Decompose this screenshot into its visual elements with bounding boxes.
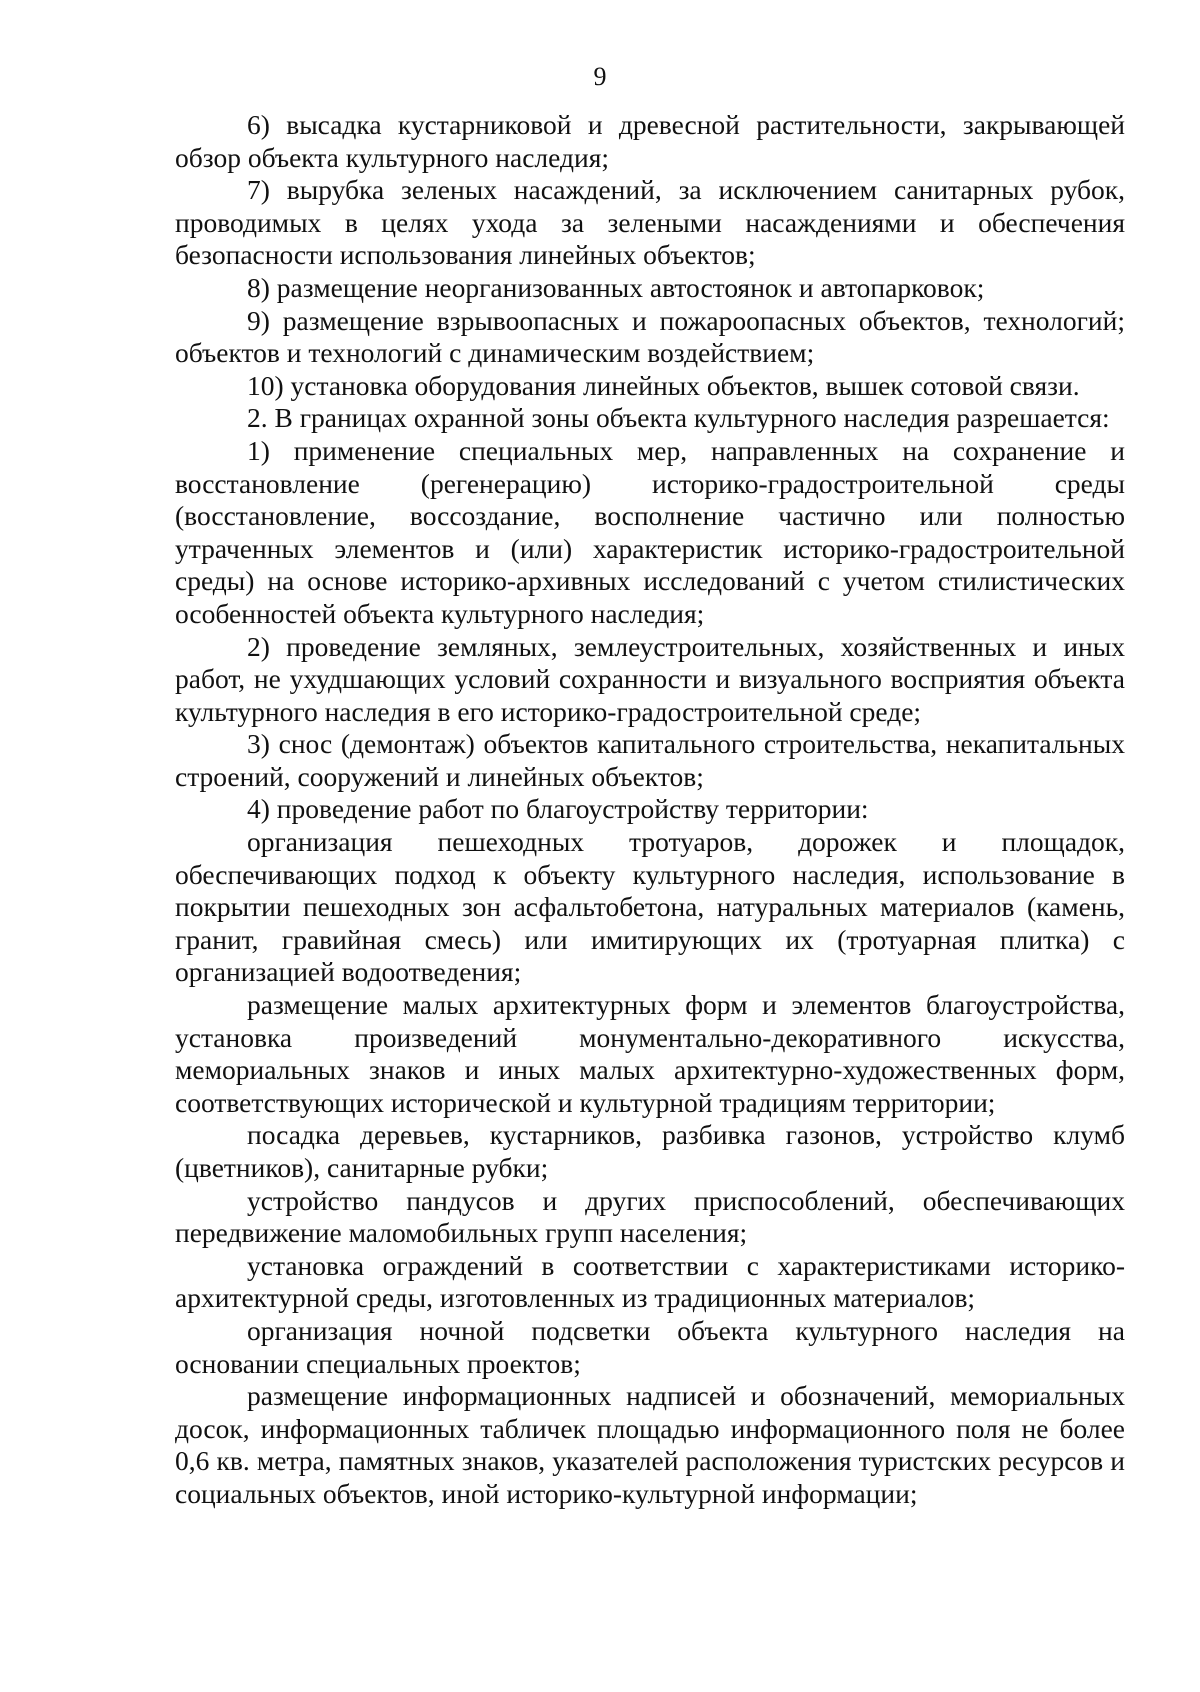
paragraph: 10) установка оборудования линейных объектов, вышек сотовой связи. xyxy=(247,369,1080,401)
paragraph: организация ночной подсветки объекта культурного наследия на основании специальных проектов; xyxy=(175,1314,1125,1379)
paragraph: установка ограждений в соответствии с характеристиками историко-архитектурной среды, изготовленных из традиционных материалов; xyxy=(175,1249,1125,1314)
paragraph: устройство пандусов и других приспособлений, обеспечивающих передвижение маломобильных групп населения; xyxy=(175,1184,1125,1249)
paragraph: 6) высадка кустарниковой и древесной растительности, закрывающей обзор объекта культурного наследия; xyxy=(175,109,1125,173)
paragraph: размещение информационных надписей и обозначений, мемориальных досок, информационных табличек площадью информационного поля не более 0,6 кв. метра, памятных знаков, указателей расположения туристских ресурсов и социальных объектов, иной историко-культурной информации; xyxy=(175,1380,1125,1509)
paragraph: 1) применение специальных мер, направленных на сохранение и восстановление (регенерацию) историко-градостроительной среды (восстановление, воссоздание, восполнение частично или полностью утраченных элементов и (или) характеристик историко-градостроительной среды) на основе историко-архивных исследований с учетом стилистических особенностей объекта культурного наследия; xyxy=(175,434,1125,629)
paragraph: 8) размещение неорганизованных автостоянок и автопарковок; xyxy=(247,271,985,303)
document-body xyxy=(175,109,1125,1511)
paragraph: размещение малых архитектурных форм и элементов благоустройства, установка произведений монументально-декоративного искусства, мемориальных знаков и иных малых архитектурно-художественных форм, соответствующих исторической и культурной традициям территории; xyxy=(175,989,1125,1118)
paragraph: 2. В границах охранной зоны объекта культурного наследия разрешается: xyxy=(247,402,1110,434)
paragraph: 4) проведение работ по благоустройству территории: xyxy=(247,793,869,825)
paragraph: 7) вырубка зеленых насаждений, за исключением санитарных рубок, проводимых в целях ухода за зелеными насаждениями и обеспечения безопасности использования линейных объектов; xyxy=(175,174,1125,271)
paragraph: 9) размещение взрывоопасных и пожароопасных объектов, технологий; объектов и технологий с динамическим воздействием; xyxy=(175,304,1125,369)
paragraph: 2) проведение земляных, землеустроительных, хозяйственных и иных работ, не ухудшающих условий сохранности и визуального восприятия объекта культурного наследия в его историко-градостроительной среде; xyxy=(175,630,1125,727)
paragraph: посадка деревьев, кустарников, разбивка газонов, устройство клумб (цветников), санитарные рубки; xyxy=(175,1119,1125,1183)
paragraph: 3) снос (демонтаж) объектов капитального строительства, некапитальных строений, сооружений и линейных объектов; xyxy=(175,728,1125,792)
paragraph: организация пешеходных тротуаров, дорожек и площадок, обеспечивающих подход к объекту культурного наследия, использование в покрытии пешеходных зон асфальтобетона, натуральных материалов (камень, гранит, гравийная смесь) или имитирующих их (тротуарная плитка) с организацией водоотведения; xyxy=(175,826,1125,988)
page-number: 9 xyxy=(593,62,607,91)
